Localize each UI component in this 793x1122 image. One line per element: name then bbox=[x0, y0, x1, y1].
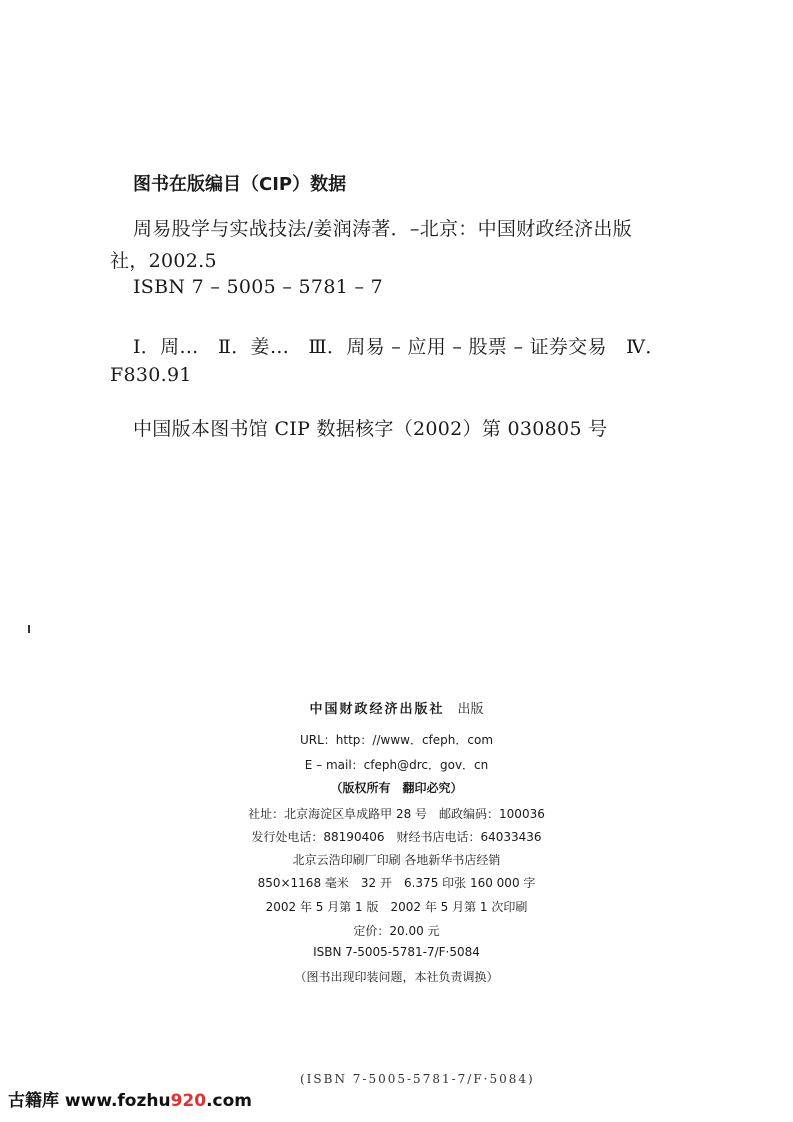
cip-subject-line-2: F830.91 bbox=[110, 364, 192, 386]
watermark-accent: 920 bbox=[170, 1091, 207, 1111]
book-format: 850×1168 毫米 32 开 6.375 印张 160 000 字 bbox=[257, 876, 536, 890]
publish-label: 出版 bbox=[457, 702, 484, 717]
cip-isbn: ISBN 7 – 5005 – 5781 – 7 bbox=[133, 276, 383, 298]
binding-notice: （图书出现印装问题，本社负责调换） bbox=[294, 970, 499, 984]
cip-subject-line-1: Ⅰ．周… Ⅱ．姜… Ⅲ．周易 – 应用 – 股票 – 证券交易 Ⅳ． bbox=[133, 336, 665, 358]
watermark-prefix: 古籍库 www.fozhu bbox=[8, 1091, 171, 1111]
cip-title: 图书在版编目（CIP）数据 bbox=[133, 174, 347, 195]
printer-info: 北京云浩印刷厂印刷 各地新华书店经销 bbox=[292, 853, 501, 867]
publisher-email: E – mail：cfeph@drc．gov．cn bbox=[304, 758, 489, 772]
edition-info: 2002 年 5 月第 1 版 2002 年 5 月第 1 次印刷 bbox=[265, 900, 528, 914]
cut-off-text: (ISBN 7-5005-5781-7/F·5084) bbox=[300, 1072, 535, 1086]
cip-bibliographic-line-2: 社，2002.5 bbox=[110, 250, 217, 272]
scan-mark bbox=[28, 625, 30, 633]
publisher-url: URL：http：//www．cfeph．com bbox=[299, 733, 494, 747]
publisher-address: 社址：北京海淀区阜成路甲 28 号 邮政编码：100036 bbox=[248, 807, 545, 821]
price: 定价：20.00 元 bbox=[353, 924, 440, 938]
publisher-name: 中国财政经济出版社 bbox=[309, 702, 445, 717]
isbn-full: ISBN 7-5005-5781-7/F·5084 bbox=[313, 945, 480, 959]
cip-approval-number: 中国版本图书馆 CIP 数据核字（2002）第 030805 号 bbox=[133, 418, 608, 440]
rights-notice: （版权所有 翻印必究） bbox=[330, 781, 463, 795]
watermark-suffix: .com bbox=[206, 1091, 253, 1111]
cip-bibliographic-line-1: 周易股学与实战技法/姜润涛著．–北京：中国财政经济出版 bbox=[133, 218, 633, 240]
watermark bbox=[0, 1088, 270, 1114]
publisher-phones: 发行处电话：88190406 财经书店电话：64033436 bbox=[251, 830, 542, 844]
publisher-line bbox=[0, 698, 793, 717]
